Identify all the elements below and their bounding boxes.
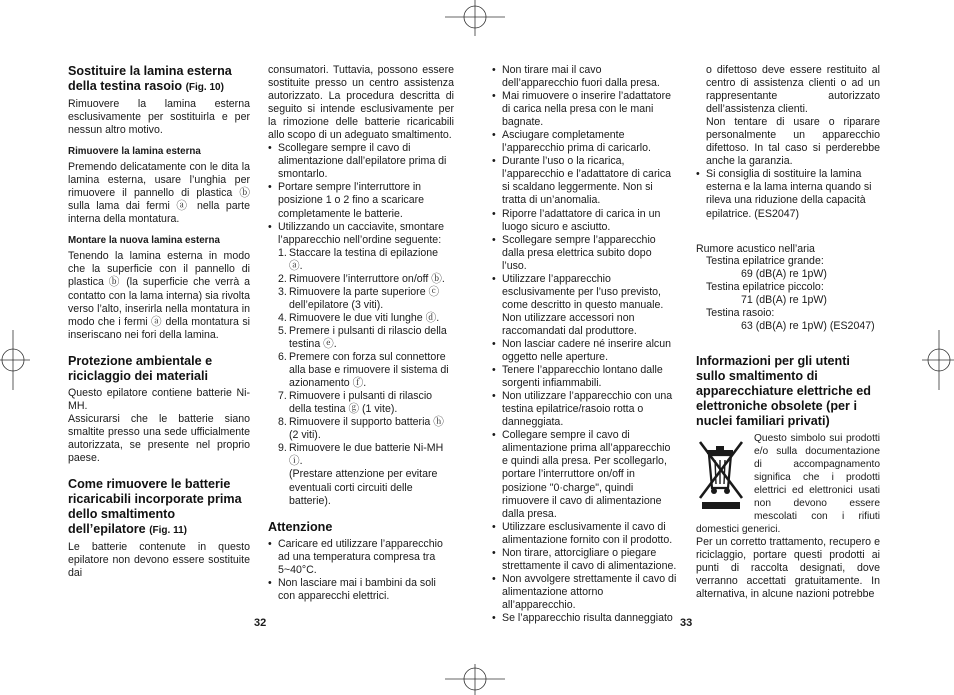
step-item: 5. Premere i pulsanti di rilascio della testina ⓔ.: [278, 324, 447, 350]
list-item: • Collegare sempre il cavo di alimentazione prima all’apparecchio e quindi alla presa. Per scollegarlo, portare l’interruttore on/off in posizione "0·charge", quindi rimuovere il cavo di alimentazione dalla presa.: [492, 429, 678, 520]
list-item: • Utilizzare esclusivamente il cavo di alimentazione fornito con il prodotto.: [492, 521, 678, 547]
step-item: 9. Rimuovere le due batterie Ni-MH ⓘ.: [278, 442, 444, 468]
list-item: • Caricare ed utilizzare l’apparecchio ad una temperatura compresa tra 5~40°C.: [268, 538, 454, 577]
list-item: • Non utilizzare l’apparecchio con una testina epilatrice/rasoio rotta o danneggiata.: [492, 390, 678, 429]
subheading-mount-foil: Montare la nuova lamina esterna: [68, 235, 220, 247]
paragraph: Rimuovere la lamina esterna esclusivamente per sostituirla e per nessun altro motivo.: [68, 98, 250, 137]
page-number-left: 32: [254, 617, 267, 629]
heading-disposal-info: Informazioni per gli utenti sullo smaltimento di apparecchiature elettriche ed elettroniche obsolete (per i nuclei familiari privati): [696, 353, 871, 428]
list-item: • Non lasciar cadere né inserire alcun oggetto nelle aperture.: [492, 338, 678, 364]
list-item: • Non tirare, attorcigliare o piegare strettamente il cavo di alimentazione.: [492, 547, 678, 573]
list-item: • Asciugare completamente l’apparecchio prima di caricarlo.: [492, 129, 678, 155]
page-number-right: 33: [680, 617, 693, 629]
heading-remove-batteries: Come rimuovere le batterie ricaricabili incorporate prima dello smaltimento dell’epilatore (Fig. 11): [68, 476, 242, 536]
list-item: • Utilizzare l’apparecchio esclusivamente per l’uso previsto, come descritto in questo manuale. Non utilizzare accessori non raccomandati dal produttore.: [492, 273, 678, 338]
noise-value: 69 (dB(A) re 1pW): [741, 268, 827, 281]
list-item: • Portare sempre l’interruttore in posizione 1 o 2 fino a scaricare completamente le batterie.: [268, 181, 454, 220]
list-item: • Riporre l’adattatore di carica in un luogo sicuro e asciutto.: [492, 208, 678, 234]
bullet-list: [696, 168, 880, 220]
registration-mark-icon: [445, 664, 505, 695]
paragraph: o difettoso deve essere restituito al centro di assistenza clienti o ad un rappresentante autorizzato dell’assistenza clienti.: [706, 64, 880, 116]
weee-notice: [696, 432, 880, 536]
bullet-list: [268, 142, 454, 246]
list-item: • Non lasciare mai i bambini da soli con apparecchi elettrici.: [268, 577, 454, 603]
list-item: • Non tirare mai il cavo dell’apparecchio fuori dalla presa.: [492, 64, 678, 90]
crossed-out-wheelie-bin-icon: [696, 436, 748, 514]
paragraph: consumatori. Tuttavia, possono essere sostituite presso un centro assistenza autorizzato. La procedura descritta di seguito si intende esclusivamente per la rimozione delle batterie ricaricabili allo scopo di un adeguato smaltimento.: [268, 64, 454, 142]
paragraph: Per un corretto trattamento, recupero e riciclaggio, portare questi prodotti ai punti di raccolta designati, dove verranno accettati gratuitamente. In alternativa, in alcune nazioni potrebbe: [696, 536, 880, 601]
list-item: • Si consiglia di sostituire la lamina esterna e la lama interna quando si rileva una riduzione della capacità epilatrice. (ES2047): [696, 168, 880, 220]
paragraph: Questo epilatore contiene batterie Ni-MH.: [68, 386, 250, 412]
list-item: • Scollegare sempre l’apparecchio dalla presa elettrica subito dopo l’uso.: [492, 234, 678, 273]
step-item: 1. Staccare la testina di epilazione ⓐ.: [278, 246, 438, 272]
steps-list: [278, 247, 454, 508]
list-item: • Tenere l’apparecchio lontano dalle sorgenti infiammabili.: [492, 364, 678, 390]
list-item: • Se l’apparecchio risulta danneggiato: [492, 612, 678, 625]
bullet-list: [268, 538, 454, 603]
noise-label: Testina rasoio:: [706, 307, 775, 320]
noise-specs: [696, 243, 880, 333]
heading-replace-foil: Sostituire la lamina esterna della testina rasoio (Fig. 10): [68, 64, 232, 93]
step-item: 7. Rimuovere i pulsanti di rilascio della testina ⓖ (1 vite).: [278, 390, 433, 416]
fig-ref: (Fig. 11): [149, 524, 187, 536]
step-note: (Prestare attenzione per evitare eventuali corti circuiti delle batterie).: [289, 468, 438, 507]
noise-value: 71 (dB(A) re 1pW): [741, 294, 827, 307]
bullet-list: [492, 64, 678, 625]
list-item: • Non avvolgere strettamente il cavo di alimentazione attorno all’apparecchio.: [492, 573, 678, 612]
noise-title: Rumore acustico nell’aria: [696, 242, 815, 255]
noise-value: 63 (dB(A) re 1pW) (ES2047): [741, 320, 875, 332]
paragraph: Le batterie contenute in questo epilatore non devono essere sostituite dai: [68, 540, 250, 580]
step-item: 4. Rimuovere le due viti lunghe ⓓ.: [278, 311, 440, 324]
paragraph: Questo simbolo sui prodotti e/o sulla documentazione di accompagnamento significa che i prodotti elettrici ed elettronici usati non devono essere mescolati con i rifiuti domestici generici.: [696, 432, 880, 536]
subheading-remove-foil: Rimuovere la lamina esterna: [68, 146, 201, 158]
list-item: • Mai rimuovere o inserire l’adattatore di carica nella presa con le mani bagnate.: [492, 90, 678, 129]
noise-label: Testina epilatrice grande:: [706, 255, 824, 268]
registration-mark-icon: [922, 330, 954, 390]
step-item: 6. Premere con forza sul connettore alla base e rimuovere il sistema di azionamento ⓕ.: [278, 351, 449, 390]
step-item: 3. Rimuovere la parte superiore ⓒ dell’epilatore (3 viti).: [278, 285, 440, 311]
column-4: [696, 64, 880, 602]
paragraph: Assicurarsi che le batterie siano smaltite presso una sede ufficialmente autorizzata, se presente nel proprio paese.: [68, 412, 250, 464]
column-2: [268, 64, 454, 603]
paragraph: Premendo delicatamente con le dita la lamina esterna, usare l’unghia per rimuovere il pannello di plastica ⓑ sulla lama dai fermi ⓐ nella parte interna della montatura.: [68, 161, 250, 226]
column-1: [68, 64, 250, 580]
heading-attention: Attenzione: [268, 519, 333, 534]
registration-mark-icon: [445, 0, 505, 36]
step-item: 2. Rimuovere l’interruttore on/off ⓑ.: [278, 272, 445, 285]
paragraph: Tenendo la lamina esterna in modo che la superficie con il pannello di plastica ⓑ (la superficie che verrà a contatto con la lama interna) sia rivolta verso l’alto, inserirla nella montatura in modo che i fermi ⓐ della montatura si inseriscano nei fori della lamina.: [68, 250, 250, 341]
heading-environment: Protezione ambientale e riciclaggio dei materiali: [68, 353, 213, 383]
paragraph: Non tentare di usare o riparare personalmente un apparecchio difettoso. In tal caso si perderebbe anche la garanzia.: [706, 116, 880, 168]
fig-ref: (Fig. 10): [185, 82, 224, 93]
step-item: 8. Rimuovere il supporto batteria ⓗ (2 viti).: [278, 416, 444, 442]
list-item: • Durante l’uso o la ricarica, l’apparecchio e l’adattatore di carica si scaldano leggermente. Non si tratta di un’anomalia.: [492, 155, 678, 207]
registration-mark-icon: [0, 330, 30, 390]
column-3: [492, 64, 678, 625]
list-item: • Utilizzando un cacciavite, smontare l’apparecchio nell’ordine seguente:: [268, 221, 454, 247]
list-item: • Scollegare sempre il cavo di alimentazione dall’epilatore prima di smontarlo.: [268, 142, 454, 181]
noise-label: Testina epilatrice piccolo:: [706, 281, 824, 294]
